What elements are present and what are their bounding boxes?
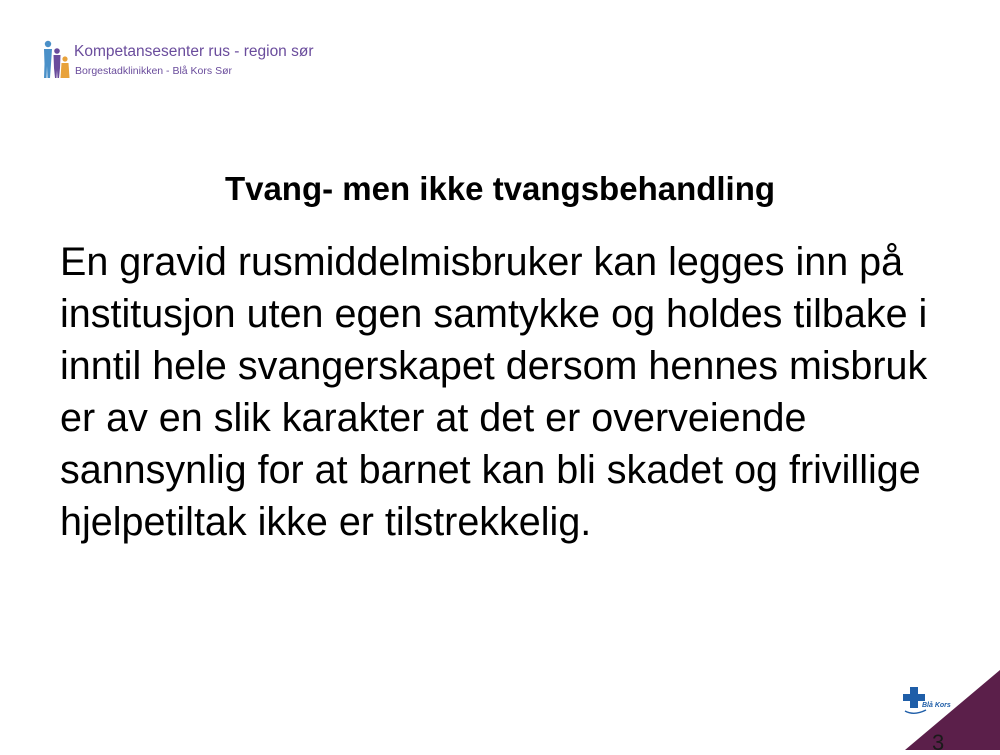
slide-number: 3	[932, 730, 945, 755]
slide-body-text: En gravid rusmiddelmisbruker kan legges inn på institusjon uten egen samtykke og holdes tilbake i inntil hele svangerskapet dersom hennes misbruk er av en slik karakter at det er overveiende sannsynlig for at barnet kan bli skadet og frivillige hjelpetiltak ikke er tilstrekkelig.	[60, 240, 928, 544]
logo-title: Kompetansesenter rus - region sør	[74, 43, 314, 60]
logo-subtitle: Borgestadklinikken - Blå Kors Sør	[75, 65, 232, 77]
cross-icon	[902, 684, 952, 718]
blakors-label: Blå Kors	[922, 702, 951, 709]
blakors-logo	[902, 684, 952, 718]
family-figures-icon	[40, 38, 72, 82]
slide-title: Tvang- men ikke tvangsbehandling	[224, 170, 776, 207]
header-logo	[40, 38, 340, 82]
